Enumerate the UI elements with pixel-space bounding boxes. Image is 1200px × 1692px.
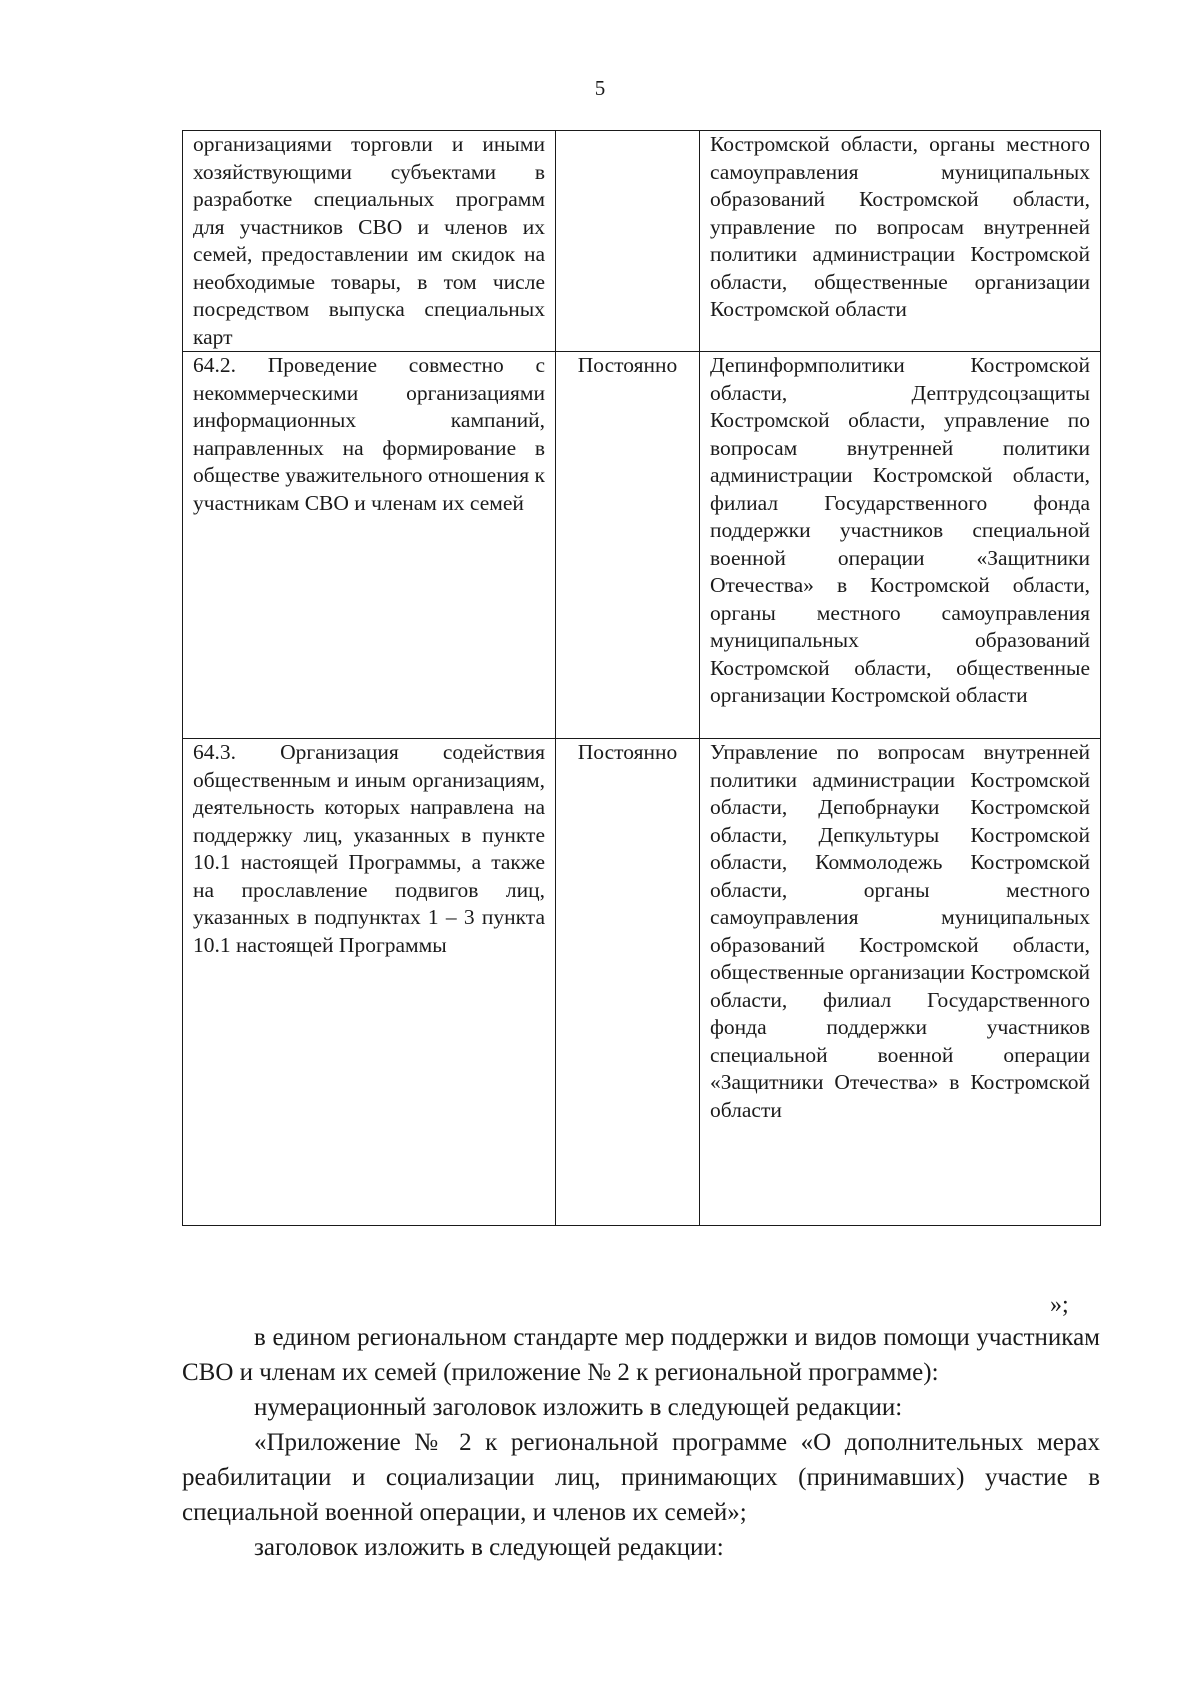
page-number: 5 — [594, 76, 606, 100]
responsible-cell: Депинформполитики Костромской области, Дептрудсоцзащиты Костромской области, управление по вопросам внутренней политики администрации Костромской области, филиал Государственного фонда поддержки участников специальной военной операции «Защитники Отечества» в Костромской области, органы местного самоуправления муниципальных образований Костромской области, общественные организации Костромской области — [700, 352, 1101, 739]
table-row — [183, 739, 1101, 1226]
measure-cell: организациями торговли и иными хозяйствующими субъектами в разработке специальных программ для участников СВО и членов их семей, предоставлении им скидок на необходимые товары, в том числе посредством выпуска специальных карт — [183, 131, 556, 352]
measure-cell: 64.2. Проведение совместно с некоммерческими организациями информационных кампаний, направленных на формирование в обществе уважительного отношения к участникам СВО и членам их семей — [183, 352, 556, 739]
paragraph: в едином региональном стандарте мер поддержки и видов помощи участникам СВО и членам их семей (приложение № 2 к региональной программе): — [182, 1324, 1100, 1386]
paragraph: нумерационный заголовок изложить в следующей редакции: — [254, 1394, 903, 1421]
paragraph: «Приложение № 2 к региональной программе «О дополнительных мерах реабилитации и социализации лиц, принимающих (принимавших) участие в специальной военной операции, и членов их семей»; — [182, 1429, 1100, 1526]
term-cell: Постоянно — [556, 739, 700, 1226]
body-text — [182, 1320, 1100, 1565]
term-cell — [556, 131, 700, 352]
table-row — [183, 131, 1101, 352]
measures-table — [182, 130, 1101, 1226]
responsible-cell: Костромской области, органы местного самоуправления муниципальных образований Костромской области, управление по вопросам внутренней политики администрации Костромской области, общественные организации Костромской области — [700, 131, 1101, 352]
closing-quote: »; — [1050, 1292, 1069, 1318]
paragraph: заголовок изложить в следующей редакции: — [254, 1534, 724, 1561]
table-row — [183, 352, 1101, 739]
term-cell: Постоянно — [556, 352, 700, 739]
measure-cell: 64.3. Организация содействия общественным и иным организациям, деятельность которых направлена на поддержку лиц, указанных в пункте 10.1 настоящей Программы, а также на прославление подвигов лиц, указанных в подпунктах 1 – 3 пункта 10.1 настоящей Программы — [183, 739, 556, 1226]
responsible-cell: Управление по вопросам внутренней политики администрации Костромской области, Депобрнауки Костромской области, Депкультуры Костромской области, Коммолодежь Костромской области, органы местного самоуправления муниципальных образований Костромской области, общественные организации Костромской области, филиал Государственного фонда поддержки участников специальной военной операции «Защитники Отечества» в Костромской области — [700, 739, 1101, 1226]
